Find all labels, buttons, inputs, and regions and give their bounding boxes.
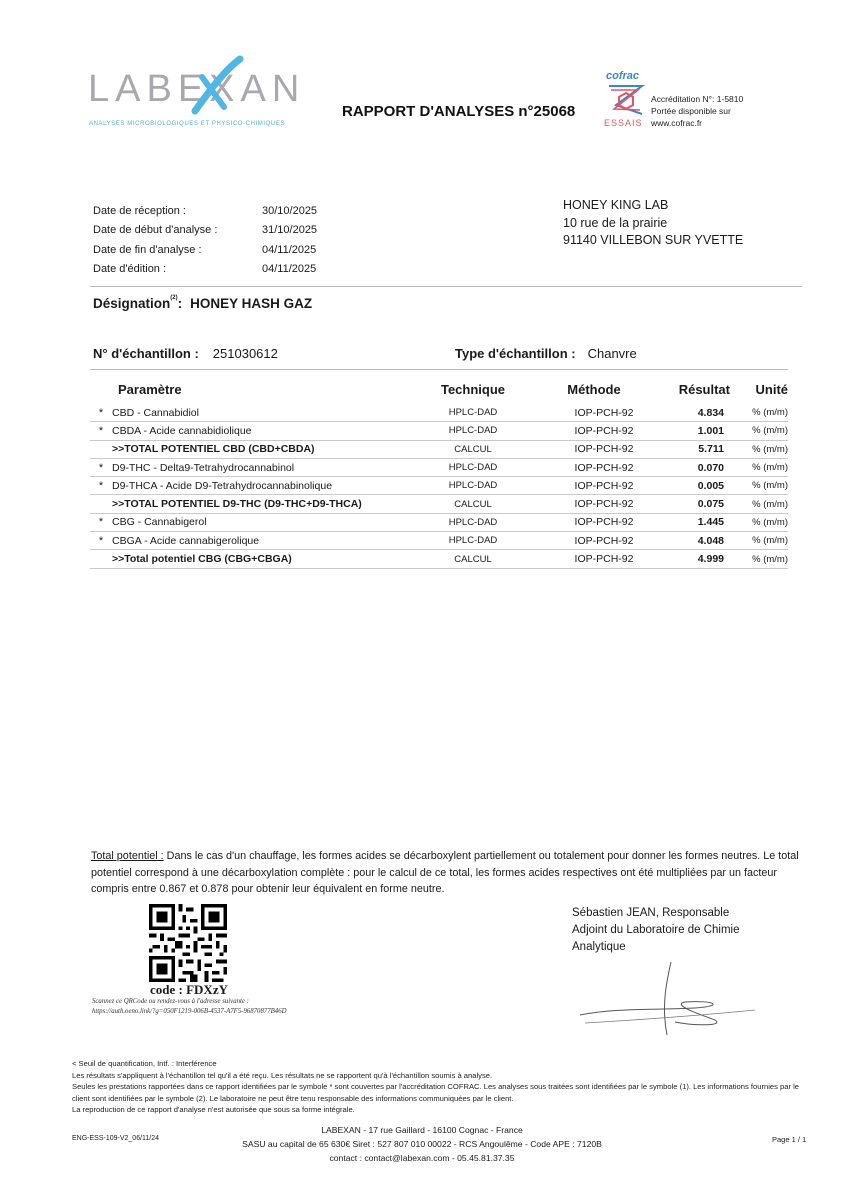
handwritten-signature: [575, 960, 775, 1040]
date-value: 04/11/2025: [262, 262, 317, 275]
date-label: Date de fin d'analyse :: [93, 243, 202, 256]
table-row: [90, 514, 788, 532]
sample-number: [93, 346, 278, 361]
labexan-logo-x-swoosh: [180, 55, 250, 115]
table-row: [90, 459, 788, 477]
date-row: [93, 260, 317, 279]
row-unite: % (m/m): [752, 480, 788, 492]
row-resultat: 1.445: [697, 516, 724, 529]
designation-value: HONEY HASH GAZ: [190, 296, 313, 311]
table-row: [90, 477, 788, 495]
client-city: 91140 VILLEBON SUR YVETTE: [563, 233, 744, 247]
signer-block: [572, 905, 740, 956]
footer-legal-line: SASU au capital de 65 630€ Siret : 527 807 010 00022 - RCS Angoulême - Code APE : 7120B: [242, 1139, 602, 1149]
row-unite: % (m/m): [752, 443, 788, 455]
qr-code-label: code : FDXzY: [150, 982, 228, 997]
header-unite: Unité: [755, 381, 788, 397]
row-resultat: 4.999: [697, 553, 724, 566]
row-methode: IOP-PCH-92: [574, 479, 634, 492]
table-body: [90, 404, 788, 569]
date-value: 30/10/2025: [262, 205, 318, 217]
footer-address-line: LABEXAN - 17 rue Gaillard - 16100 Cognac - France: [321, 1125, 523, 1135]
cofrac-essais: ESSAIS: [604, 118, 643, 128]
date-label: Date de réception :: [93, 205, 186, 217]
labexan-logo-text: LABEXAN: [88, 68, 306, 110]
cofrac-logo-word: cofrac: [606, 70, 640, 82]
row-unite: % (m/m): [752, 535, 788, 547]
row-methode: IOP-PCH-92: [574, 516, 634, 529]
header-methode: Méthode: [567, 381, 621, 397]
footnote: La reproduction de ce rapport d'analyse n'est autorisée que sous sa forme intégrale.: [72, 1105, 355, 1114]
portee-text: Portée disponible sur: [651, 106, 731, 116]
row-parameter: CBGA - Acide cannabigerolique: [112, 534, 260, 547]
results-table: [90, 374, 788, 569]
row-technique: CALCUL: [454, 443, 492, 455]
qr-scan-instructions: [92, 997, 287, 1017]
signer-line: Adjoint du Laboratoire de Chimie: [572, 924, 740, 936]
table-row: [90, 404, 788, 422]
qr-scan-line1: Scannez ce QRCode ou rendez-vous à l'adresse suivante :: [92, 998, 249, 1005]
signer-line: Analytique: [572, 941, 626, 953]
row-technique: HPLC-DAD: [448, 535, 498, 547]
row-methode: IOP-PCH-92: [574, 443, 634, 456]
labexan-tagline: ANALYSES MICROBIOLOGIQUES ET PHYSICO-CHIMIQUES: [89, 121, 286, 127]
row-resultat: 0.005: [697, 479, 724, 492]
footnote: Les résultats s'appliquent à l'échantillon tel qu'il a été reçu. Les résultats ne se rapportent qu'à l'échantillon soumis à analyse.: [72, 1070, 493, 1080]
footnote: Seules les prestations rapportées dans ce rapport identifiées par le symbole * sont couvertes par l'accréditation COFRAC. Les analyses sous traitées sont identifiées par le symbole (1). Les informations fournies par le client sont identifiées par le symbole (2). Le laboratoire ne peut être tenu responsable des informations communiquées par le client.: [72, 1082, 800, 1103]
divider: [90, 286, 802, 287]
footnote: < Seuil de quantification, Intf. : Interférence: [72, 1059, 217, 1068]
footer-address: [212, 1123, 632, 1165]
row-technique: HPLC-DAD: [448, 516, 498, 528]
designation-colon: :: [177, 296, 183, 311]
sample-type-label: Type d'échantillon :: [455, 346, 576, 361]
row-resultat: 4.834: [697, 406, 724, 419]
date-value: 04/11/2025: [262, 243, 317, 256]
row-parameter: >>Total potentiel CBG (CBG+CBGA): [112, 553, 292, 566]
header-param: Paramètre: [118, 381, 182, 397]
row-star-marker: *: [98, 534, 104, 547]
footer-contact-line[interactable]: contact : contact@labexan.com - 05.45.81.37.35: [329, 1153, 515, 1163]
date-row: [93, 241, 317, 260]
row-parameter: CBDA - Acide cannabidiolique: [112, 424, 252, 437]
table-row: [90, 441, 788, 459]
accreditation-number: Accréditation N°: 1-5810: [651, 94, 744, 104]
sample-number-label: N° d'échantillon :: [93, 346, 199, 361]
row-methode: IOP-PCH-92: [574, 553, 634, 566]
signer-line: Sébastien JEAN, Responsable: [572, 907, 730, 919]
row-methode: IOP-PCH-92: [574, 461, 634, 474]
row-methode: IOP-PCH-92: [574, 424, 634, 437]
row-resultat: 0.075: [697, 498, 724, 511]
row-technique: HPLC-DAD: [448, 480, 498, 492]
qr-code-icon: [149, 904, 227, 982]
row-technique: HPLC-DAD: [448, 462, 498, 474]
date-row: [93, 221, 317, 240]
row-parameter: D9-THC - Delta9-Tetrahydrocannabinol: [112, 461, 295, 474]
dates-block: [93, 202, 317, 279]
row-star-marker: *: [98, 461, 104, 474]
row-resultat: 5.711: [698, 443, 724, 456]
total-potentiel-note: [91, 848, 807, 898]
row-technique: HPLC-DAD: [448, 407, 498, 419]
date-label: Date de début d'analyse :: [93, 224, 218, 237]
client-street: 10 rue de la prairie: [563, 215, 668, 230]
row-parameter: >>TOTAL POTENTIEL D9-THC (D9-THC+D9-THCA): [112, 498, 362, 511]
header-technique: Technique: [440, 381, 506, 397]
note-text: Dans le cas d'un chauffage, les formes acides se décarboxylent partiellement ou totalement pour donner les formes neutres. Le total potentiel correspond à une décarboxylation complète : pour le calcul de ce total, les formes acides respectives ont été multipliées par un facteur compris entre 0.867 et 0.878 pour obtenir leur équivalent en forme neutre.: [91, 850, 799, 895]
date-row: [93, 202, 317, 221]
report-title: RAPPORT D'ANALYSES n°25068: [342, 103, 576, 120]
date-value: 31/10/2025: [262, 224, 318, 237]
row-star-marker: *: [98, 479, 104, 492]
row-unite: % (m/m): [752, 516, 788, 528]
client-address: [563, 197, 743, 250]
footnotes: [72, 1058, 812, 1116]
row-parameter: D9-THCA - Acide D9-Tetrahydrocannabinolique: [112, 479, 333, 492]
row-unite: % (m/m): [752, 407, 788, 419]
cofrac-hexagon-icon: [606, 83, 646, 117]
designation-label: Désignation: [93, 296, 171, 311]
row-unite: % (m/m): [752, 462, 788, 474]
cofrac-info: [651, 93, 743, 129]
header-resultat: Résultat: [678, 381, 730, 397]
row-unite: % (m/m): [752, 553, 788, 565]
row-parameter: CBG - Cannabigerol: [112, 516, 207, 529]
sample-type-value: Chanvre: [587, 346, 637, 361]
date-label: Date d'édition :: [93, 262, 167, 275]
row-star-marker: *: [98, 424, 104, 437]
row-parameter: CBD - Cannabidiol: [112, 406, 199, 419]
table-header: [90, 374, 788, 404]
table-row: [90, 495, 788, 513]
page-number: Page 1 / 1: [772, 1135, 807, 1144]
table-row: [90, 422, 788, 440]
row-methode: IOP-PCH-92: [574, 406, 634, 419]
row-methode: IOP-PCH-92: [574, 534, 634, 547]
divider: [90, 369, 788, 370]
row-resultat: 0.070: [697, 461, 724, 474]
table-row: [90, 532, 788, 550]
row-resultat: 4.048: [697, 534, 724, 547]
row-unite: % (m/m): [752, 498, 788, 510]
row-unite: % (m/m): [752, 425, 788, 437]
row-star-marker: *: [98, 406, 104, 419]
row-technique: CALCUL: [454, 498, 492, 510]
note-label: Total potentiel :: [91, 850, 164, 862]
row-parameter: >>TOTAL POTENTIEL CBD (CBD+CBDA): [112, 443, 315, 456]
cofrac-website[interactable]: www.cofrac.fr: [651, 118, 703, 128]
qr-scan-link[interactable]: https://auth.oeno.link/?g=050F1219-006B-4537-A7F5-96870877B46D: [92, 1008, 287, 1015]
table-row: [90, 550, 788, 568]
cofrac-logo: [604, 70, 646, 130]
row-resultat: 1.001: [697, 424, 724, 437]
client-name: HONEY KING LAB: [563, 198, 669, 212]
designation: [93, 296, 312, 311]
row-technique: HPLC-DAD: [448, 425, 498, 437]
sample-number-value: 251030612: [212, 346, 278, 361]
sample-type: [455, 346, 637, 361]
row-star-marker: *: [98, 516, 104, 529]
row-technique: CALCUL: [454, 553, 492, 565]
document-reference: ENG-ESS-109-V2_06/11/24: [72, 1135, 160, 1142]
row-methode: IOP-PCH-92: [574, 498, 634, 511]
designation-footnote-marker: (2): [170, 294, 178, 301]
